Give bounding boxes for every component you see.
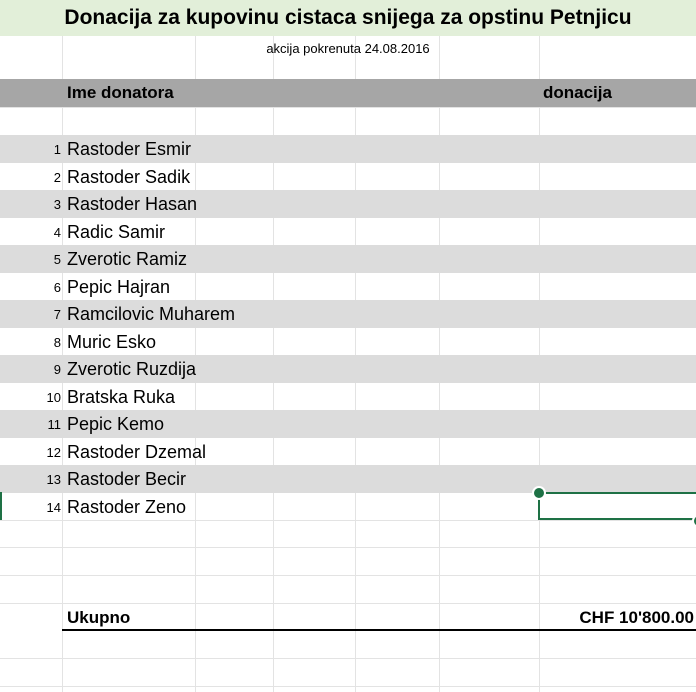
row-number: 4 (53, 224, 61, 240)
donor-name[interactable]: Zverotic Ramiz (67, 249, 188, 269)
table-row[interactable] (0, 355, 696, 383)
donor-name[interactable]: Radic Samir (67, 221, 166, 242)
selected-cell[interactable] (538, 492, 696, 520)
donor-name[interactable]: Rastoder Esmir (67, 139, 192, 159)
gridline (0, 520, 696, 521)
sheet-title: Donacija za kupovinu cistaca snijega za opstinu Petnjicu (64, 6, 632, 29)
table-row[interactable] (0, 273, 696, 301)
table-row[interactable] (0, 163, 696, 191)
total-underline (62, 629, 696, 631)
row-number: 12 (46, 444, 61, 460)
table-row[interactable] (0, 410, 696, 438)
table-row[interactable] (0, 328, 696, 356)
donor-name[interactable]: Ramcilovic Muharem (67, 304, 236, 324)
total-label: Ukupno (67, 608, 131, 627)
row-number: 3 (53, 197, 61, 212)
gridline (0, 575, 696, 576)
row-number: 6 (53, 279, 61, 295)
column-header-row (0, 79, 696, 107)
row-number: 5 (53, 252, 61, 267)
gridline (0, 107, 696, 108)
row-number: 7 (53, 307, 61, 322)
donor-name[interactable]: Rastoder Becir (67, 469, 187, 489)
selection-handle-top-left[interactable] (532, 486, 546, 500)
table-row[interactable] (0, 465, 696, 493)
sheet-title-cell[interactable] (0, 0, 696, 36)
header-donor-name[interactable]: Ime donatora (67, 83, 174, 102)
table-row[interactable] (0, 245, 696, 273)
donor-name[interactable]: Pepic Hajran (67, 276, 171, 297)
donor-name[interactable]: Rastoder Dzemal (67, 441, 207, 462)
table-row[interactable] (0, 438, 696, 466)
donor-name[interactable]: Muric Esko (67, 331, 157, 352)
total-value[interactable]: CHF 10'800.00 (579, 608, 694, 627)
gridline (0, 686, 696, 687)
sheet-subtitle: akcija pokrenuta 24.08.2016 (266, 40, 430, 56)
row-number: 1 (53, 142, 61, 157)
table-row[interactable] (0, 383, 696, 411)
row-number: 10 (46, 389, 61, 405)
row-number: 13 (46, 472, 61, 487)
row-number: 2 (53, 169, 61, 185)
selection-handle-bottom-right[interactable] (692, 514, 696, 528)
donor-name[interactable]: Rastoder Sadik (67, 166, 191, 187)
header-donation[interactable]: donacija (543, 83, 612, 102)
table-row[interactable] (0, 190, 696, 218)
donor-name[interactable]: Bratska Ruka (67, 386, 176, 407)
donor-name[interactable]: Rastoder Zeno (67, 496, 187, 517)
donor-name[interactable]: Zverotic Ruzdija (67, 359, 197, 379)
row-selection-marker (0, 492, 2, 520)
sheet-subtitle-cell[interactable] (0, 36, 696, 60)
row-number: 14 (46, 499, 61, 515)
row-number: 9 (53, 362, 61, 377)
row-number: 8 (53, 334, 61, 350)
gridline (0, 547, 696, 548)
table-row[interactable] (0, 300, 696, 328)
row-number: 11 (47, 417, 61, 432)
table-row[interactable] (0, 218, 696, 246)
table-row[interactable] (0, 135, 696, 163)
donor-name[interactable]: Pepic Kemo (67, 414, 165, 434)
donor-name[interactable]: Rastoder Hasan (67, 194, 198, 214)
donor-list (0, 135, 696, 520)
gridline (0, 658, 696, 659)
